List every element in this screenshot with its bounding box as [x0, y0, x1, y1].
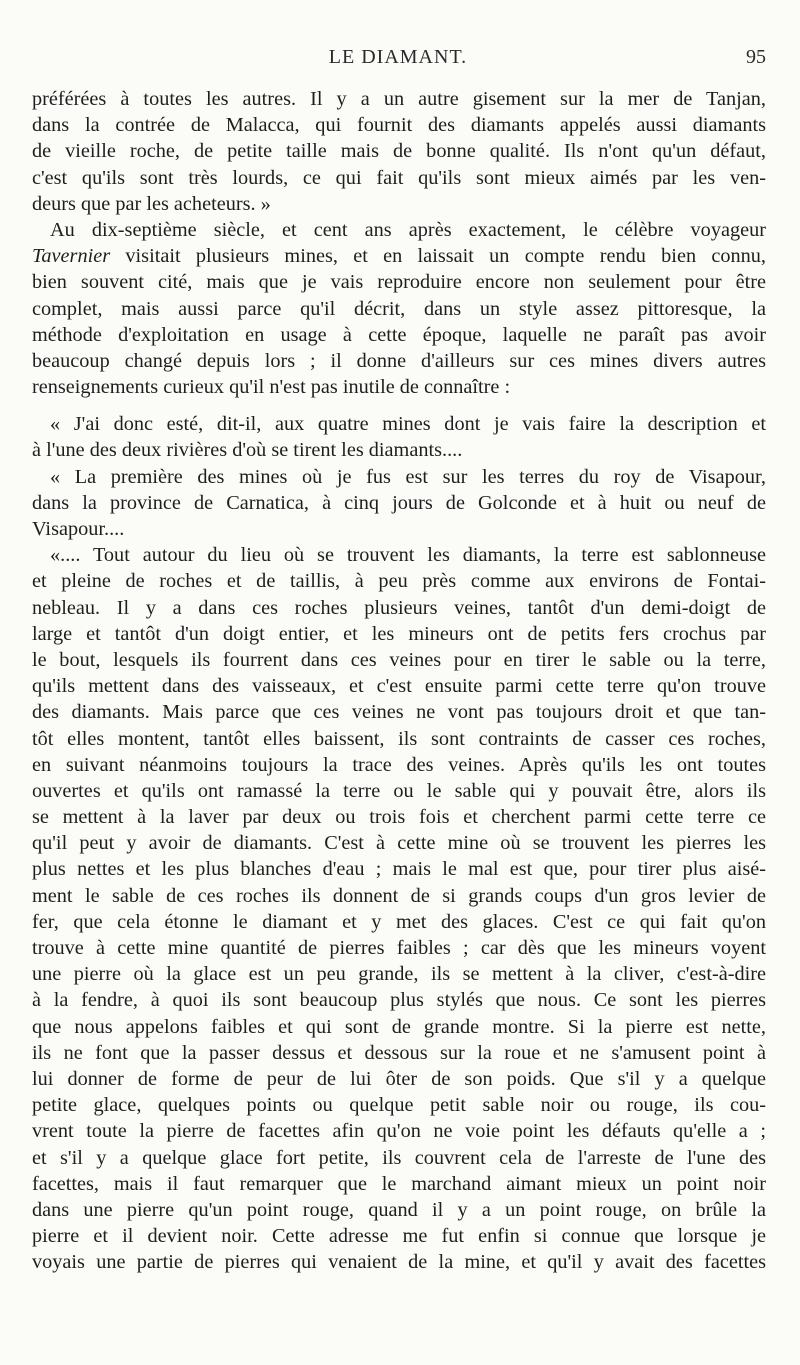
- text-line: vrent toute la pierre de facettes afin qu'on ne voie point les défauts qu'elle a ;: [32, 1120, 766, 1143]
- text-line: méthode d'exploitation en usage à cette époque, laquelle ne paraît pas avoir: [32, 323, 766, 346]
- text-line: ouvertes et qu'ils ont ramassé la terre ou le sable qui y pouvait être, alors ils: [32, 779, 766, 802]
- text-line: de vieille roche, de petite taille mais de bonne qualité. Ils n'ont qu'un défaut,: [32, 140, 766, 163]
- text-line: petite glace, quelques points ou quelque petit sable noir ou rouge, ils cou-: [32, 1094, 766, 1117]
- text-line: une pierre où la glace est un peu grande, ils se mettent à la cliver, c'est-à-dire: [32, 963, 766, 986]
- text-line-rest: visitait plusieurs mines, et en laissait un compte rendu bien connu,: [110, 245, 766, 268]
- text-line: «.... Tout autour du lieu où se trouvent les diamants, la terre est sablonneuse: [50, 544, 766, 567]
- text-line: pierre et il devient noir. Cette adresse me fut enfin si connue que lorsque je: [32, 1225, 766, 1248]
- text-line: se mettent à la laver par deux ou trois fois et cherchent parmi cette terre ce: [32, 806, 766, 829]
- text-line: « La première des mines où je fus est sur les terres du roy de Visapour,: [50, 465, 766, 488]
- text-line: voyais une partie de pierres qui venaient de la mine, et qu'il y avait des facettes: [32, 1251, 766, 1274]
- text-line: à la fendre, à quoi ils sont beaucoup plus stylés que nous. Ce sont les pierres: [32, 989, 766, 1012]
- text-line: en suivant néanmoins toujours la trace des veines. Après qu'ils les ont toutes: [32, 753, 766, 776]
- text-line: lui donner de forme de peur de lui ôter de son poids. Que s'il y a quelque: [32, 1067, 766, 1090]
- text-line: plus nettes et les plus blanches d'eau ; mais le mal est que, pour tirer plus aisé-: [32, 858, 766, 881]
- text-line: dans la province de Carnatica, à cinq jours de Golconde et à huit ou neuf de: [32, 491, 766, 514]
- text-line: le bout, lesquels ils fourrent dans ces veines pour en tirer le sable ou la terre,: [32, 648, 766, 671]
- text-line: fer, que cela étonne le diamant et y met des glaces. C'est ce qui fait qu'on: [32, 910, 766, 933]
- text-line: et s'il y a quelque glace fort petite, ils couvrent cela de l'arreste de l'une des: [32, 1146, 766, 1169]
- text-line: facettes, mais il faut remarquer que le marchand aimant mieux un point noir: [32, 1172, 766, 1195]
- text-line: Au dix-septième siècle, et cent ans après exactement, le célèbre voyageur: [50, 218, 766, 241]
- text-line: beaucoup changé depuis lors ; il donne d'ailleurs sur ces mines divers autres: [32, 349, 766, 372]
- text-line: bien souvent cité, mais que je vais reproduire encore non seulement pour être: [32, 271, 766, 294]
- text-line: des diamants. Mais parce que ces veines ne vont pas toujours droit et que tan-: [32, 701, 766, 724]
- text-line: nebleau. Il y a dans ces roches plusieurs veines, tantôt d'un demi-doigt de: [32, 596, 766, 619]
- text-line: dans une pierre qu'un point rouge, quand il y a un point rouge, on brûle la: [32, 1198, 766, 1221]
- text-line: que nous appelons faibles et qui sont de grande montre. Si la pierre est nette,: [32, 1015, 766, 1038]
- text-line: Visapour....: [32, 518, 125, 540]
- text-line: renseignements curieux qu'il n'est pas inutile de connaître :: [32, 376, 511, 399]
- running-title: LE DIAMANT.: [328, 46, 468, 68]
- text-line: trouve à cette mine quantité de pierres faibles ; car dès que les mineurs voyent: [32, 937, 766, 959]
- text-line: dans la contrée de Malacca, qui fournit des diamants appelés aussi diamants: [32, 114, 766, 137]
- page-number: 95: [746, 46, 766, 68]
- text-line: à l'une des deux rivières d'où se tirent les diamants....: [32, 439, 463, 462]
- text-line: deurs que par les acheteurs. »: [32, 192, 271, 215]
- text-line: qu'ils mettent dans des vaisseaux, et c'est ensuite parmi cette terre qu'on trouve: [32, 675, 766, 698]
- body-text: [32, 86, 766, 1275]
- text-line: ils ne font que la passer dessus et dessous sur la roue et ne s'amusent point à: [32, 1041, 766, 1064]
- text-line: « J'ai donc esté, dit-il, aux quatre mines dont je vais faire la description et: [50, 413, 766, 436]
- text-line: tôt elles montent, tantôt elles baissent, ils sont contraints de casser ces roches,: [32, 727, 766, 750]
- text-line: c'est qu'ils sont très lourds, ce qui fait qu'ils sont mieux aimés par les ven-: [32, 166, 766, 189]
- text-line: large et tantôt d'un doigt entier, et les mineurs ont de petits fers crochus par: [32, 622, 766, 645]
- text-line: qu'il peut y avoir de diamants. C'est à cette mine où se trouvent les pierres les: [32, 832, 766, 855]
- author-name: Tavernier: [32, 245, 111, 268]
- text-line: ment le sable de ces roches ils donnent de si grands coups d'un gros levier de: [32, 884, 766, 907]
- text-line: [32, 243, 766, 269]
- text-line: complet, mais aussi parce qu'il décrit, dans un style assez pittoresque, la: [32, 297, 766, 320]
- text-line: et pleine de roches et de taillis, à peu près comme aux environs de Fontai-: [32, 570, 766, 593]
- page-header: [30, 46, 766, 76]
- text-line: préférées à toutes les autres. Il y a un autre gisement sur la mer de Tanjan,: [32, 88, 766, 110]
